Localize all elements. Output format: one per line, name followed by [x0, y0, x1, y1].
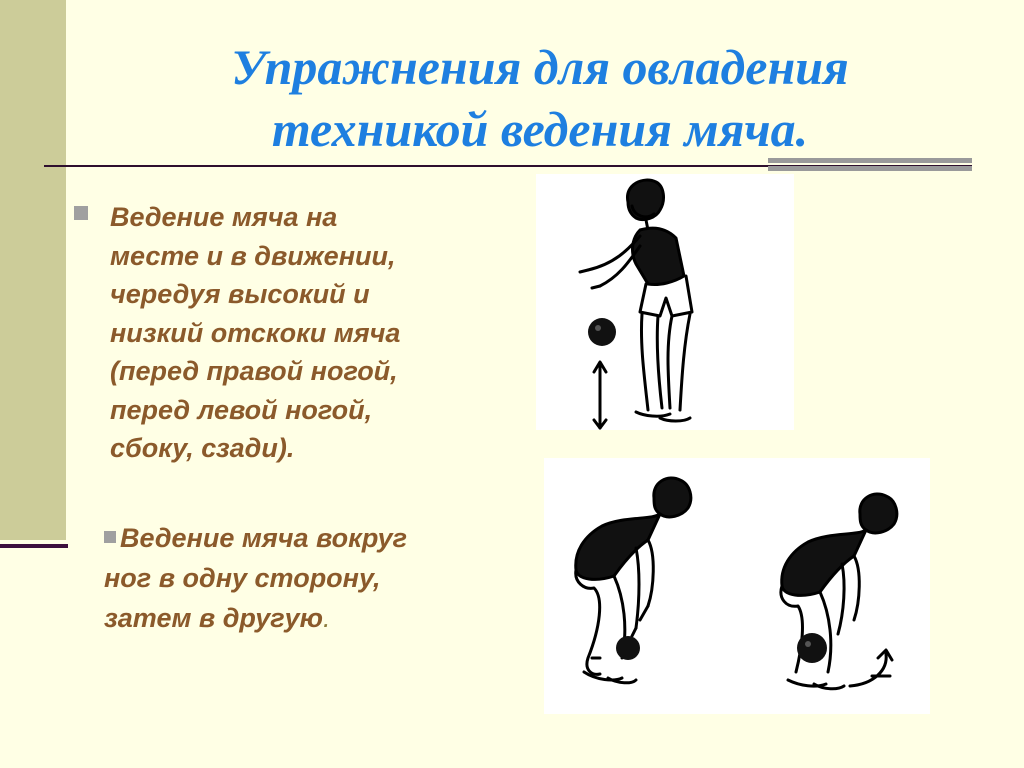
bullet-1-line: низкий отскоки мяча — [110, 317, 401, 348]
player-dribbling-standing-illustration — [536, 174, 794, 430]
bullet-2-line: затем в другую — [104, 603, 324, 633]
title-line-2: техникой ведения мяча. — [271, 101, 809, 157]
bullet-2-line: Ведение мяча вокруг — [120, 523, 408, 553]
bullet-2-trailing: . — [323, 603, 331, 633]
basketball-player-figure-icon — [536, 174, 794, 430]
bullet-item-1 — [74, 198, 514, 468]
bullet-item-2 — [104, 518, 504, 638]
bullet-marker-icon — [74, 206, 88, 220]
bullet-1-line: месте и в движении, — [110, 240, 396, 271]
bullet-1-text — [74, 198, 514, 468]
bullet-1-line: чередуя высокий и — [110, 279, 370, 309]
basketball-player-figure-icon — [544, 458, 930, 714]
bullet-marker-icon — [104, 531, 116, 543]
player-dribbling-around-legs-illustration — [544, 458, 930, 714]
bullet-1-line: сбоку, сзади). — [110, 433, 295, 463]
side-decor-line — [0, 544, 68, 548]
bullet-2-line-last — [104, 598, 504, 638]
bullet-2-line: ног в одну сторону, — [104, 563, 381, 593]
title-line-1: Упражнения для овладения — [231, 39, 849, 95]
bullet-2-line-first — [104, 518, 504, 558]
bullet-1-line: Ведение мяча на — [110, 202, 338, 232]
bullet-1-line: (перед правой ногой, — [110, 356, 398, 386]
slide-title — [150, 36, 930, 160]
bullet-1-line: перед левой ногой, — [110, 394, 373, 425]
title-divider-accent — [768, 158, 972, 178]
side-decor-band — [0, 0, 66, 540]
